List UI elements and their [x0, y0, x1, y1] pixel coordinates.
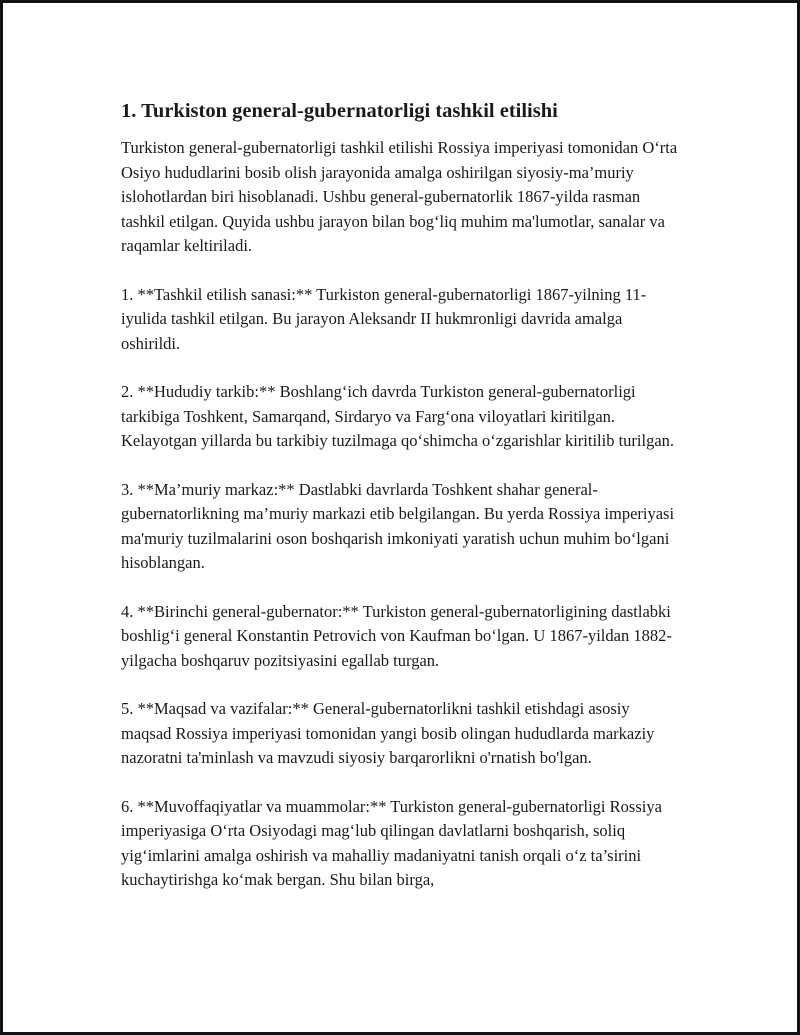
- paragraph-goals: 5. **Maqsad va vazifalar:** General-gubernatorlikni tashkil etishdagi asosiy maqsad Rossiya imperiyasi tomonidan yangi bosib olingan hududlarda markaziy nazoratni ta'minlash va mavzudi siyosiy barqarorlikni o'rnatish bo'lgan.: [121, 699, 655, 767]
- paragraph-admin-center: 3. **Ma’muriy markaz:** Dastlabki davrlarda Toshkent shahar general-gubernatorlikning ma’muriy markazi etib belgilangan. Bu yerda Rossiya imperiyasi ma'muriy tuzilmalarini oson boshqarish imkoniyati yaratish uchun muhim bo‘lgani hisoblangan.: [121, 479, 675, 572]
- document-title: 1. Turkiston general-gubernatorligi tashkil etilishi: [121, 100, 558, 122]
- paragraph-founding-date: 1. **Tashkil etilish sanasi:** Turkiston general-gubernatorligi 1867-yilning 11-iyulida tashkil etilgan. Bu jarayon Aleksandr II hukmronligi davrida amalga oshirildi.: [121, 284, 647, 353]
- intro-paragraph: Turkiston general-gubernatorligi tashkil etilishi Rossiya imperiyasi tomonidan O‘rta Osiyo hududlarini bosib olish jarayonida amalga oshirilgan siyosiy-ma’muriy islohotlardan biri hisoblanadi. Ushbu general-gubernatorlik 1867-yilda rasman tashkil etilgan. Quyida ushbu jarayon bilan bog‘liq muhim ma'lumotlar, sanalar va raqamlar keltiriladi.: [121, 138, 678, 255]
- paragraph-first-governor: 4. **Birinchi general-gubernator:** Turkiston general-gubernatorligining dastlabki boshlig‘i general Konstantin Petrovich von Kaufman bo‘lgan. U 1867-yildan 1882-yilgacha boshqaruv pozitsiyasini egallab turgan.: [121, 601, 672, 670]
- document-body: [121, 136, 679, 893]
- paragraph-achievements: 6. **Muvoffaqiyatlar va muammolar:** Turkiston general-gubernatorligi Rossiya imperiyasiga O‘rta Osiyodagi mag‘lub qilingan davlatlarni boshqarish, soliq yig‘imlarini amalga oshirish va mahalliy madaniyatni tanish orqali o‘z ta’sirini kuchaytirishga ko‘mak bergan. Shu bilan birga,: [121, 796, 662, 889]
- paragraph-territory: 2. **Hududiy tarkib:** Boshlang‘ich davrda Turkiston general-gubernatorligi tarkibiga Toshkent, Samarqand, Sirdaryo va Farg‘ona viloyatlari kiritilgan. Kelayotgan yillarda bu tarkibiy tuzilmaga qo‘shimcha o‘zgarishlar kiritilib turilgan.: [121, 382, 675, 450]
